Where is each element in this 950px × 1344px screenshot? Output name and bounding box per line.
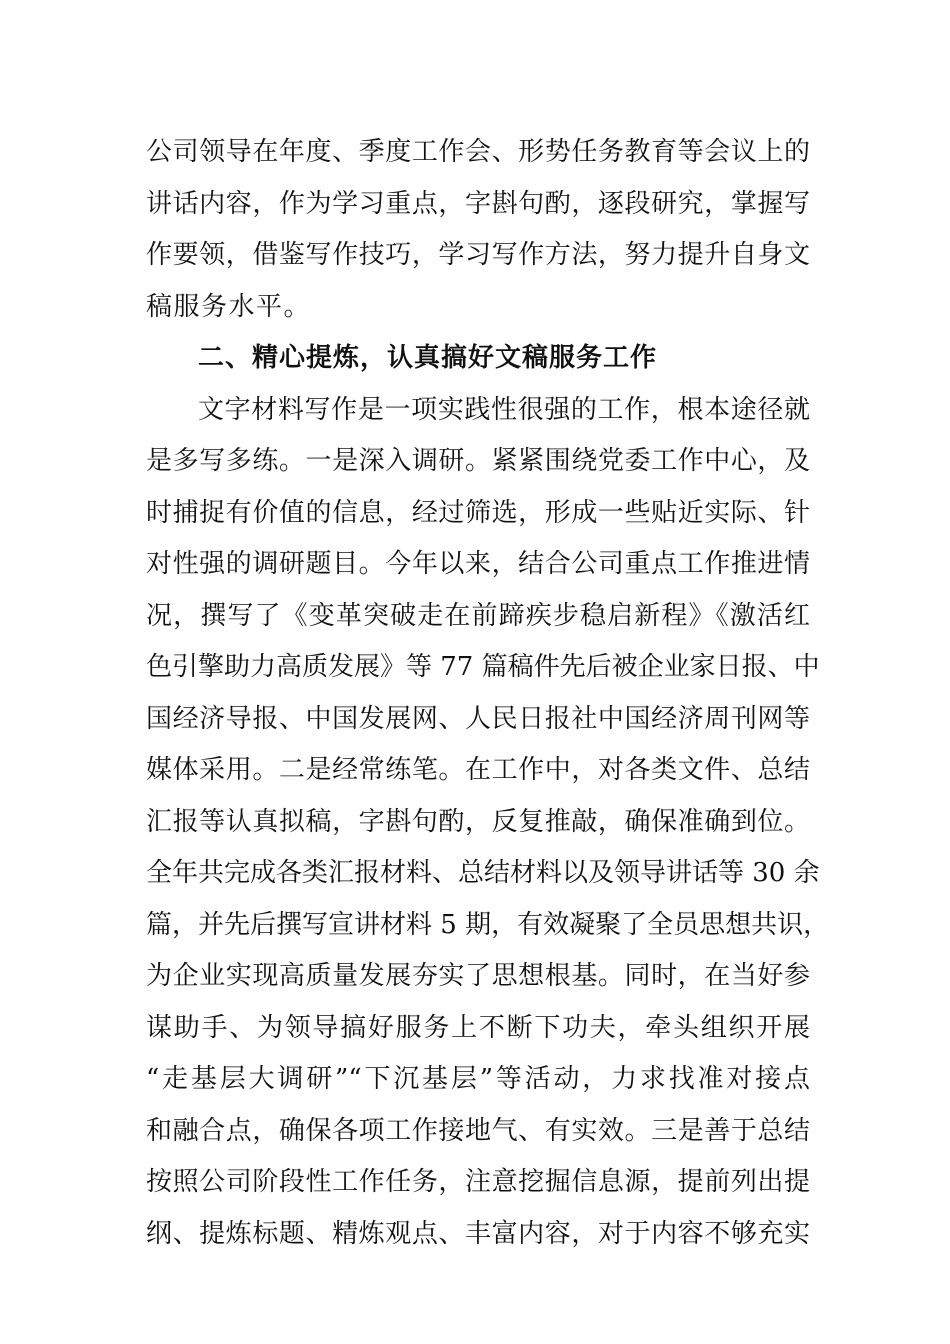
section-heading: 二、精心提炼，认真搞好文稿服务工作 bbox=[198, 343, 658, 373]
paragraph-line: 况，撰写了《变革突破走在前蹄疾步稳启新程》《激活红 bbox=[146, 600, 810, 631]
paragraph-line: 稿服务水平。 bbox=[146, 291, 312, 322]
paragraph-line: “走基层大调研”“下沉基层”等活动，力求找准对接点 bbox=[146, 1064, 810, 1094]
paragraph-line: 公司领导在年度、季度工作会、形势任务教育等会议上的 bbox=[146, 137, 810, 167]
paragraph-line: 作要领，借鉴写作技巧，学习写作方法，努力提升自身文 bbox=[146, 240, 810, 270]
paragraph-line: 国经济导报、中国发展网、人民日报社中国经济周刊网等 bbox=[146, 703, 810, 734]
paragraph-line: 汇报等认真拟稿，字斟句酌，反复推敲，确保准确到位。 bbox=[146, 806, 810, 837]
paragraph-line: 按照公司阶段性工作任务，注意挖掘信息源，提前列出提 bbox=[146, 1167, 810, 1197]
paragraph-line: 谋助手、为领导搞好服务上不断下功夫，牵头组织开展 bbox=[146, 1012, 810, 1043]
paragraph-line: 为企业实现高质量发展夯实了思想根基。同时，在当好参 bbox=[146, 961, 810, 991]
paragraph-line: 色引擎助力高质发展》等 77 篇稿件先后被企业家日报、中 bbox=[146, 652, 820, 682]
paragraph-line: 时捕捉有价值的信息，经过筛选，形成一些贴近实际、针 bbox=[146, 497, 810, 528]
paragraph-line: 是多写多练。一是深入调研。紧紧围绕党委工作中心，及 bbox=[146, 446, 810, 476]
paragraph-line: 全年共完成各类汇报材料、总结材料以及领导讲话等 30 余 bbox=[146, 858, 820, 888]
paragraph-line: 对性强的调研题目。今年以来，结合公司重点工作推进情 bbox=[146, 549, 810, 579]
paragraph-line: 和融合点，确保各项工作接地气、有实效。三是善于总结 bbox=[146, 1115, 810, 1146]
paragraph-line: 纲、提炼标题、精炼观点、丰富内容，对于内容不够充实 bbox=[146, 1218, 810, 1249]
paragraph-line: 篇，并先后撰写宣讲材料 5 期，有效凝聚了全员思想共识， bbox=[146, 909, 830, 940]
body-text bbox=[146, 127, 830, 1260]
paragraph-line: 讲话内容，作为学习重点，字斟句酌，逐段研究，掌握写 bbox=[146, 188, 810, 219]
paragraph-line: 媒体采用。二是经常练笔。在工作中，对各类文件、总结 bbox=[146, 755, 810, 785]
paragraph-line: 文字材料写作是一项实践性很强的工作，根本途径就 bbox=[198, 394, 810, 425]
